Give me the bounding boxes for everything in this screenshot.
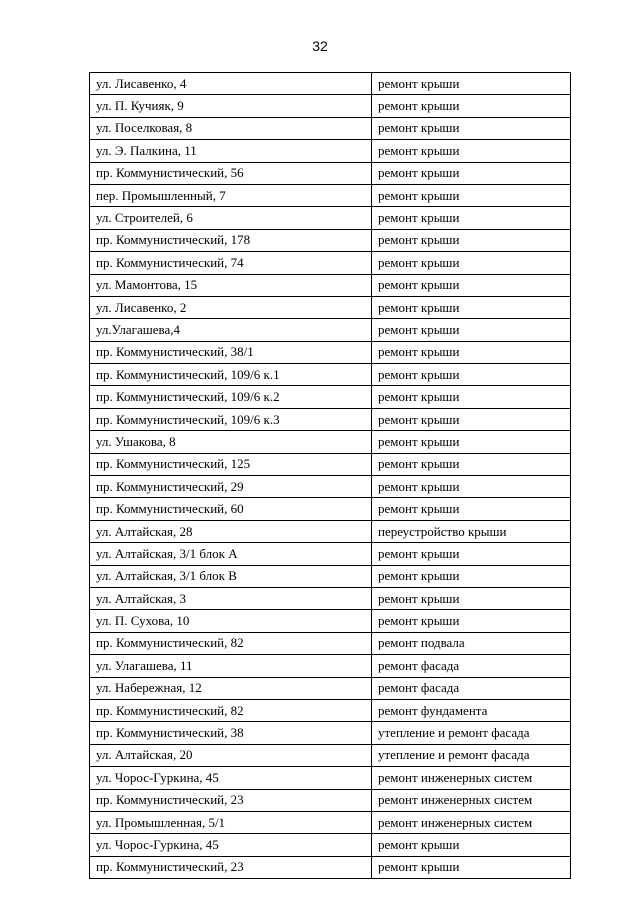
address-cell: ул. Лисавенко, 4 — [90, 73, 372, 95]
address-cell: ул. Промышленная, 5/1 — [90, 811, 372, 833]
work-type-cell: ремонт инженерных систем — [372, 789, 571, 811]
table-row — [90, 140, 571, 162]
table-row — [90, 184, 571, 206]
table-row — [90, 117, 571, 139]
work-type-cell: ремонт крыши — [372, 834, 571, 856]
work-type-cell: ремонт фасада — [372, 677, 571, 699]
work-type-cell: утепление и ремонт фасада — [372, 744, 571, 766]
table-row — [90, 162, 571, 184]
table-row — [90, 95, 571, 117]
work-type-cell: ремонт крыши — [372, 610, 571, 632]
table-row — [90, 632, 571, 654]
address-cell: ул. П. Кучияк, 9 — [90, 95, 372, 117]
work-type-cell: переустройство крыши — [372, 520, 571, 542]
table-row — [90, 476, 571, 498]
address-cell: пр. Коммунистический, 56 — [90, 162, 372, 184]
address-cell: ул. Алтайская, 20 — [90, 744, 372, 766]
work-type-cell: ремонт крыши — [372, 162, 571, 184]
work-type-cell: ремонт фундамента — [372, 699, 571, 721]
table-row — [90, 229, 571, 251]
table-row — [90, 722, 571, 744]
table-row — [90, 677, 571, 699]
address-cell: ул. Лисавенко, 2 — [90, 296, 372, 318]
address-cell: ул. Э. Палкина, 11 — [90, 140, 372, 162]
work-type-cell: ремонт крыши — [372, 207, 571, 229]
work-type-cell: ремонт крыши — [372, 274, 571, 296]
address-cell: пр. Коммунистический, 38 — [90, 722, 372, 744]
table-row — [90, 431, 571, 453]
address-cell: пр. Коммунистический, 29 — [90, 476, 372, 498]
table-row — [90, 319, 571, 341]
table-row — [90, 767, 571, 789]
work-type-cell: ремонт крыши — [372, 453, 571, 475]
table-row — [90, 520, 571, 542]
address-cell: ул. Поселковая, 8 — [90, 117, 372, 139]
table-row — [90, 856, 571, 878]
address-cell: пр. Коммунистический, 23 — [90, 856, 372, 878]
table-row — [90, 386, 571, 408]
table-row — [90, 364, 571, 386]
work-type-cell: ремонт крыши — [372, 408, 571, 430]
address-cell: пер. Промышленный, 7 — [90, 184, 372, 206]
work-type-cell: ремонт крыши — [372, 319, 571, 341]
table-row — [90, 610, 571, 632]
address-cell: ул. Алтайская, 3 — [90, 587, 372, 609]
work-type-cell: ремонт крыши — [372, 117, 571, 139]
table-row — [90, 73, 571, 95]
works-table-body — [90, 73, 571, 879]
table-row — [90, 834, 571, 856]
table-row — [90, 587, 571, 609]
address-cell: пр. Коммунистический, 109/6 к.3 — [90, 408, 372, 430]
work-type-cell: ремонт крыши — [372, 296, 571, 318]
work-type-cell: ремонт крыши — [372, 184, 571, 206]
address-cell: ул. Чорос-Гуркина, 45 — [90, 767, 372, 789]
table-row — [90, 789, 571, 811]
address-cell: ул. Алтайская, 28 — [90, 520, 372, 542]
work-type-cell: ремонт фасада — [372, 655, 571, 677]
address-cell: ул. Улагашева, 11 — [90, 655, 372, 677]
address-cell: ул. Набережная, 12 — [90, 677, 372, 699]
work-type-cell: ремонт крыши — [372, 252, 571, 274]
table-row — [90, 655, 571, 677]
address-cell: пр. Коммунистический, 109/6 к.1 — [90, 364, 372, 386]
table-row — [90, 699, 571, 721]
address-cell: пр. Коммунистический, 60 — [90, 498, 372, 520]
table-row — [90, 543, 571, 565]
work-type-cell: ремонт крыши — [372, 543, 571, 565]
table-row — [90, 207, 571, 229]
work-type-cell: ремонт крыши — [372, 431, 571, 453]
address-cell: ул. П. Сухова, 10 — [90, 610, 372, 632]
table-row — [90, 408, 571, 430]
work-type-cell: ремонт инженерных систем — [372, 767, 571, 789]
address-cell: пр. Коммунистический, 125 — [90, 453, 372, 475]
table-row — [90, 341, 571, 363]
address-cell: пр. Коммунистический, 23 — [90, 789, 372, 811]
address-cell: ул.Улагашева,4 — [90, 319, 372, 341]
work-type-cell: ремонт крыши — [372, 565, 571, 587]
address-cell: ул. Алтайская, 3/1 блок А — [90, 543, 372, 565]
work-type-cell: ремонт крыши — [372, 587, 571, 609]
address-cell: пр. Коммунистический, 74 — [90, 252, 372, 274]
address-cell: пр. Коммунистический, 109/6 к.2 — [90, 386, 372, 408]
work-type-cell: ремонт крыши — [372, 498, 571, 520]
table-row — [90, 453, 571, 475]
work-type-cell: утепление и ремонт фасада — [372, 722, 571, 744]
work-type-cell: ремонт крыши — [372, 229, 571, 251]
work-type-cell: ремонт крыши — [372, 341, 571, 363]
table-row — [90, 744, 571, 766]
work-type-cell: ремонт инженерных систем — [372, 811, 571, 833]
table-row — [90, 565, 571, 587]
address-cell: пр. Коммунистический, 38/1 — [90, 341, 372, 363]
work-type-cell: ремонт крыши — [372, 386, 571, 408]
work-type-cell: ремонт крыши — [372, 73, 571, 95]
table-row — [90, 811, 571, 833]
address-cell: ул. Строителей, 6 — [90, 207, 372, 229]
work-type-cell: ремонт крыши — [372, 95, 571, 117]
address-cell: ул. Мамонтова, 15 — [90, 274, 372, 296]
address-cell: ул. Чорос-Гуркина, 45 — [90, 834, 372, 856]
address-cell: ул. Алтайская, 3/1 блок В — [90, 565, 372, 587]
table-row — [90, 498, 571, 520]
address-cell: пр. Коммунистический, 82 — [90, 632, 372, 654]
address-cell: ул. Ушакова, 8 — [90, 431, 372, 453]
work-type-cell: ремонт крыши — [372, 364, 571, 386]
work-type-cell: ремонт крыши — [372, 856, 571, 878]
works-table — [89, 72, 571, 879]
work-type-cell: ремонт подвала — [372, 632, 571, 654]
work-type-cell: ремонт крыши — [372, 140, 571, 162]
table-row — [90, 252, 571, 274]
address-cell: пр. Коммунистический, 178 — [90, 229, 372, 251]
address-cell: пр. Коммунистический, 82 — [90, 699, 372, 721]
work-type-cell: ремонт крыши — [372, 476, 571, 498]
page-number: 32 — [312, 38, 328, 54]
table-row — [90, 296, 571, 318]
table-row — [90, 274, 571, 296]
